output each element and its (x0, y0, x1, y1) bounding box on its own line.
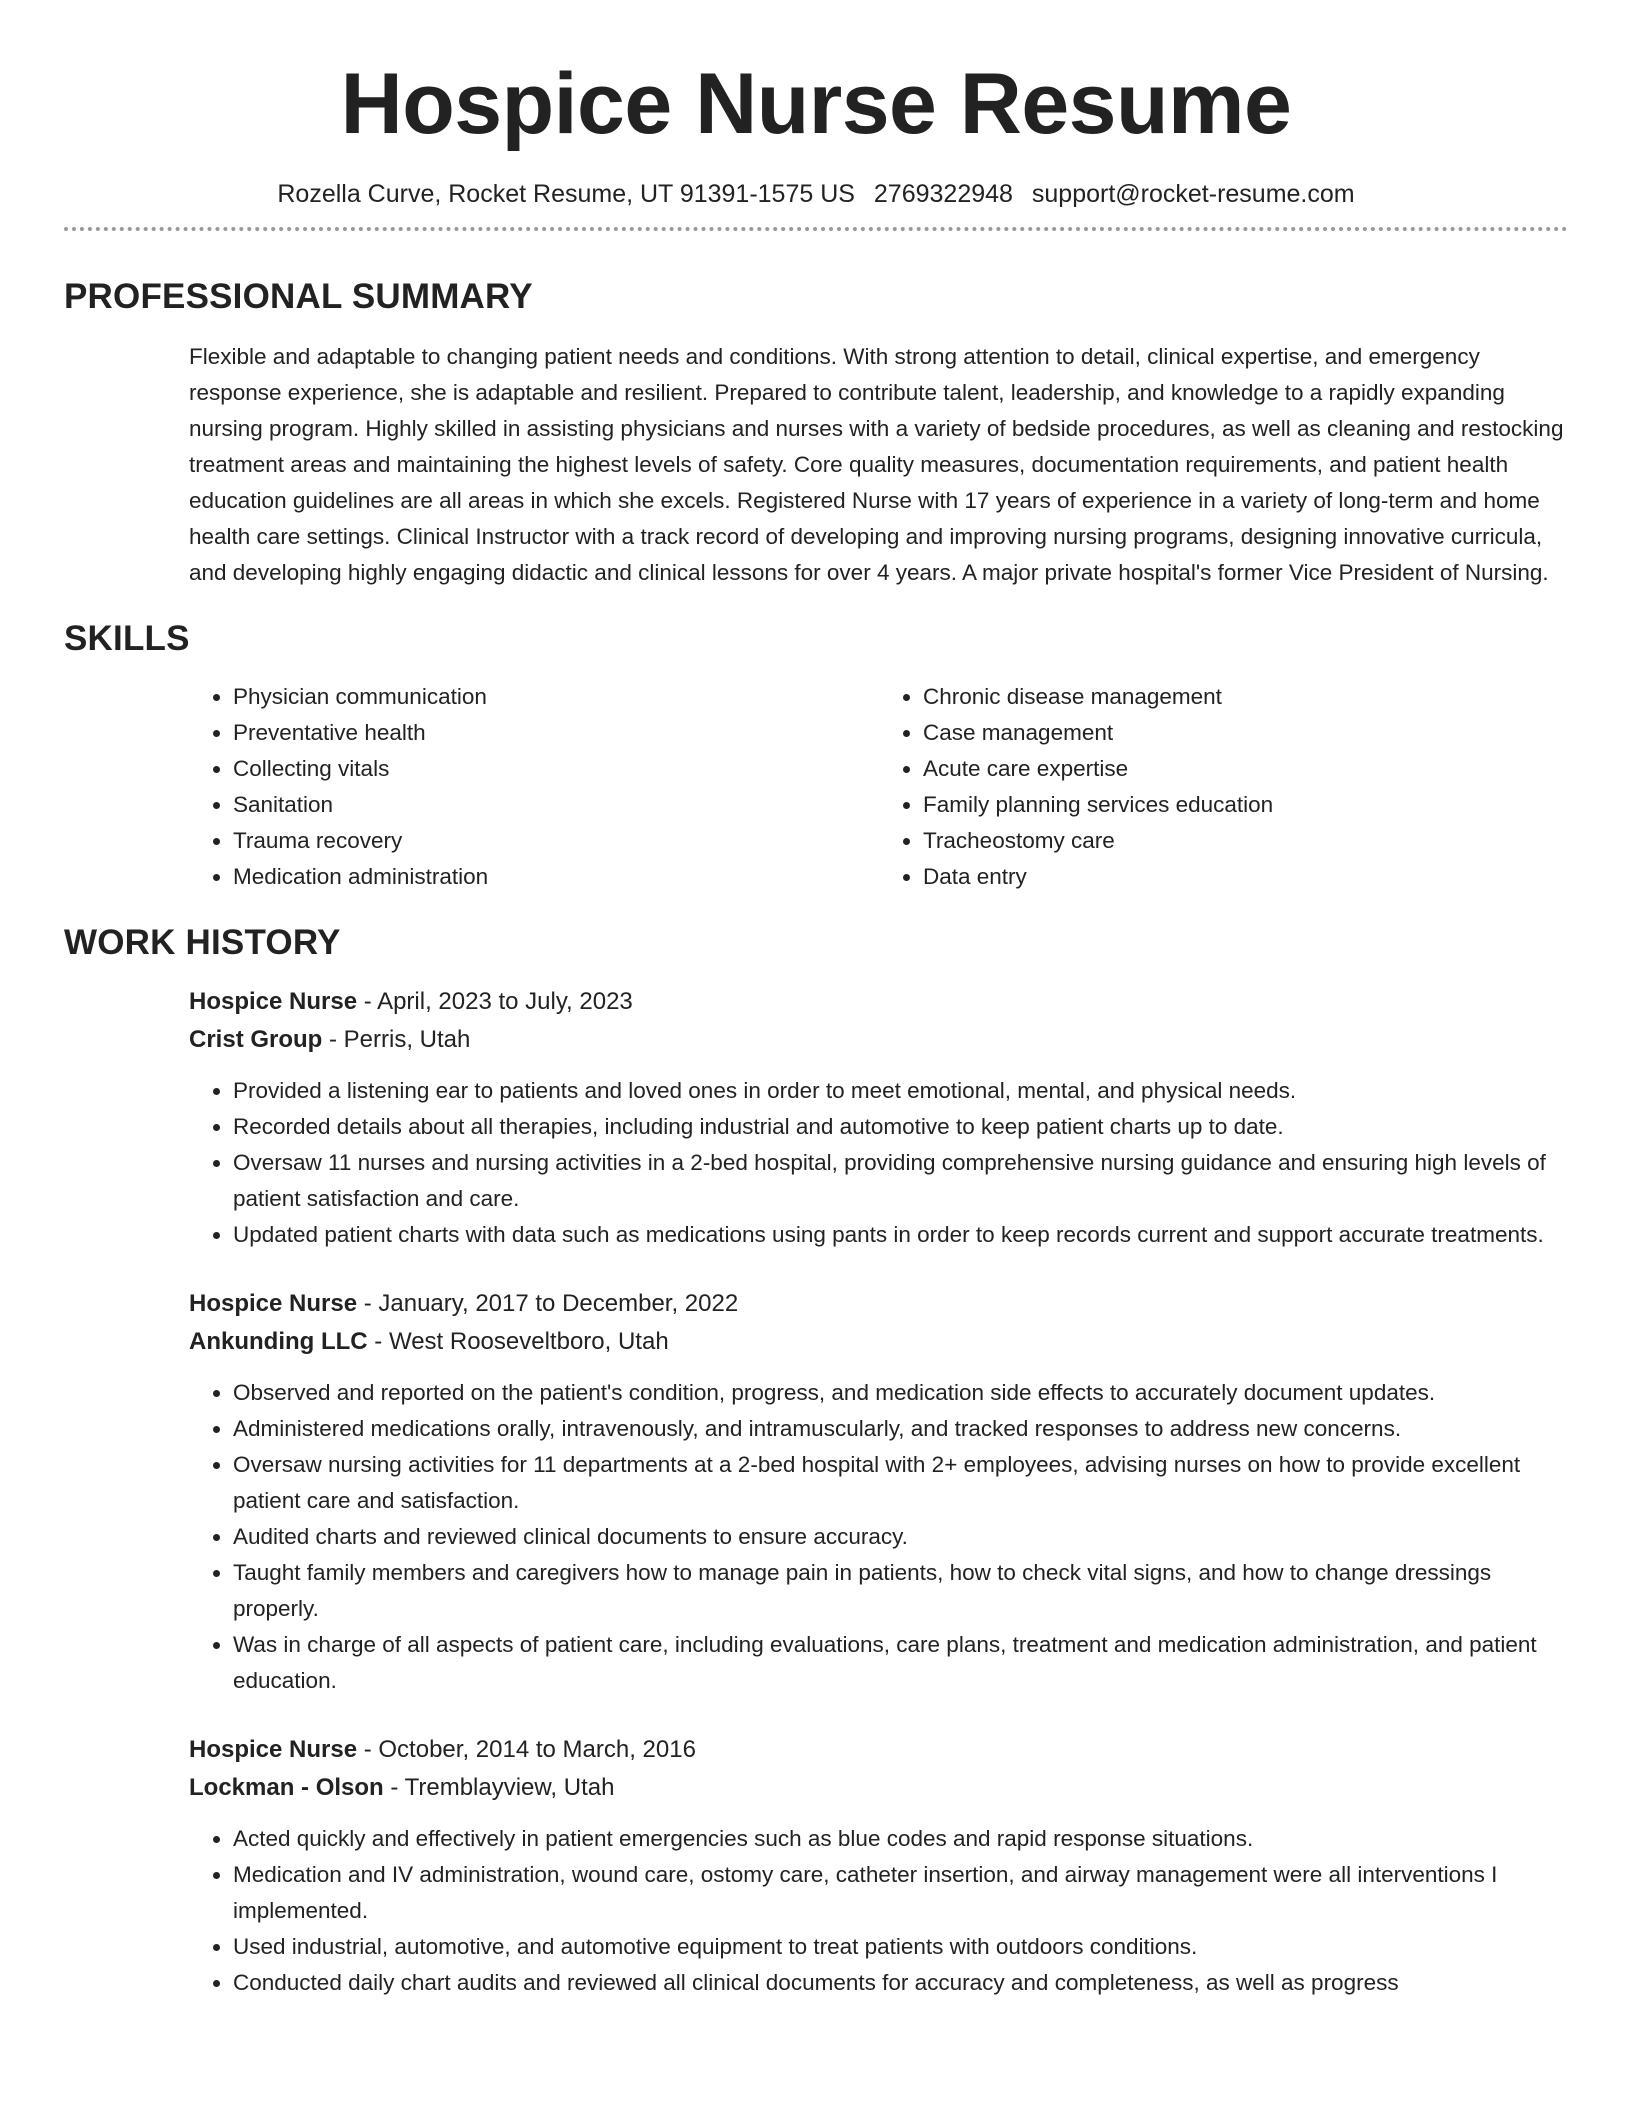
job-company: Crist Group (189, 1026, 323, 1053)
job-title: Hospice Nurse (189, 1736, 358, 1763)
job-location: - Perris, Utah (322, 1026, 471, 1053)
job-company-line (189, 1769, 1569, 1807)
skill-item: • Data entry (923, 859, 1569, 895)
header-divider (64, 227, 1568, 231)
job-bullet: • Oversaw nursing activities for 11 departments at a 2-bed hospital with 2+ employees, advising nurses on how to provide excellent patient care and satisfaction. (233, 1447, 1569, 1519)
contact-phone: 2769322948 (873, 180, 1013, 208)
job-company-line (189, 1323, 1569, 1361)
job-title-line (189, 1285, 1569, 1323)
job-bullet: • Updated patient charts with data such as medications using pants in order to keep records current and support accurate treatments. (233, 1217, 1569, 1253)
job-bullet: • Audited charts and reviewed clinical documents to ensure accuracy. (233, 1519, 1569, 1555)
job-bullet: • Recorded details about all therapies, including industrial and automotive to keep patient charts up to date. (233, 1109, 1569, 1145)
job-bullet: • Observed and reported on the patient's condition, progress, and medication side effects to accurately document updates. (233, 1375, 1569, 1411)
skill-item: • Family planning services education (923, 787, 1569, 823)
job-title-line (189, 983, 1569, 1021)
job-entry (189, 1731, 1569, 2001)
job-dates: - October, 2014 to March, 2016 (357, 1736, 696, 1763)
skills-section (64, 617, 1568, 895)
summary-section (64, 275, 1568, 591)
job-bullets (189, 1073, 1569, 1253)
contact-line (64, 178, 1568, 210)
work-history-section (64, 921, 1568, 2001)
job-bullet: • Oversaw 11 nurses and nursing activities in a 2-bed hospital, providing comprehensive nursing guidance and ensuring high levels of patient satisfaction and care. (233, 1145, 1569, 1217)
job-bullets (189, 1821, 1569, 2001)
skill-item: • Physician communication (233, 679, 879, 715)
skills-list-left (189, 679, 879, 895)
job-bullet: • Medication and IV administration, wound care, ostomy care, catheter insertion, and airway management were all interventions I implemented. (233, 1857, 1569, 1929)
job-title: Hospice Nurse (189, 1290, 358, 1317)
resume-title: Hospice Nurse Resume (340, 56, 1292, 152)
skill-item: • Preventative health (233, 715, 879, 751)
job-bullet: • Used industrial, automotive, and automotive equipment to treat patients with outdoors conditions. (233, 1929, 1569, 1965)
job-bullet: • Acted quickly and effectively in patient emergencies such as blue codes and rapid response situations. (233, 1821, 1569, 1857)
job-entry (189, 1285, 1569, 1699)
skill-item: • Collecting vitals (233, 751, 879, 787)
job-dates: - January, 2017 to December, 2022 (357, 1290, 739, 1317)
work-history-heading: WORK HISTORY (64, 923, 341, 962)
skills-heading: SKILLS (64, 619, 190, 658)
skills-list-right (879, 679, 1569, 895)
skills-columns (189, 679, 1569, 895)
job-company: Ankunding LLC (189, 1328, 368, 1355)
job-bullets (189, 1375, 1569, 1699)
job-bullet: • Provided a listening ear to patients and loved ones in order to meet emotional, mental, and physical needs. (233, 1073, 1569, 1109)
job-bullet: • Conducted daily chart audits and reviewed all clinical documents for accuracy and completeness, as well as progress (233, 1965, 1569, 2001)
job-bullet: • Administered medications orally, intravenously, and intramuscularly, and tracked responses to address new concerns. (233, 1411, 1569, 1447)
skill-item: • Chronic disease management (923, 679, 1569, 715)
contact-email: support@rocket-resume.com (1031, 180, 1355, 208)
job-dates: - April, 2023 to July, 2023 (357, 988, 633, 1015)
resume-page (64, 0, 1568, 2001)
skill-item: • Trauma recovery (233, 823, 879, 859)
job-title: Hospice Nurse (189, 988, 358, 1015)
summary-text: Flexible and adaptable to changing patient needs and conditions. With strong attention to detail, clinical expertise, and emergency response experience, she is adaptable and resilient. Prepared to contribute talent, leadership, and knowledge to a rapidly expanding nursing program. Highly skilled in assisting physicians and nurses with a variety of bedside procedures, as well as cleaning and restocking treatment areas and maintaining the highest levels of safety. Core quality measures, documentation requirements, and patient health education guidelines are all areas in which she excels. Registered Nurse with 17 years of experience in a variety of long-term and home health care settings. Clinical Instructor with a track record of developing and improving nursing programs, designing innovative curricula, and developing highly engaging didactic and clinical lessons for over 4 years. A major private hospital's former Vice President of Nursing. (189, 344, 1564, 585)
contact-address: Rozella Curve, Rocket Resume, UT 91391-1575 US (277, 180, 855, 208)
job-location: - West Rooseveltboro, Utah (367, 1328, 669, 1355)
job-company-line (189, 1021, 1569, 1059)
job-title-line (189, 1731, 1569, 1769)
job-company: Lockman - Olson (189, 1774, 384, 1801)
skill-item: • Acute care expertise (923, 751, 1569, 787)
job-bullet: • Was in charge of all aspects of patient care, including evaluations, care plans, treatment and medication administration, and patient education. (233, 1627, 1569, 1699)
skill-item: • Case management (923, 715, 1569, 751)
summary-heading: PROFESSIONAL SUMMARY (64, 277, 533, 316)
job-bullet: • Taught family members and caregivers how to manage pain in patients, how to check vital signs, and how to change dressings properly. (233, 1555, 1569, 1627)
skill-item: • Medication administration (233, 859, 879, 895)
skill-item: • Tracheostomy care (923, 823, 1569, 859)
job-entry (189, 983, 1569, 1253)
skill-item: • Sanitation (233, 787, 879, 823)
job-location: - Tremblayview, Utah (383, 1774, 615, 1801)
